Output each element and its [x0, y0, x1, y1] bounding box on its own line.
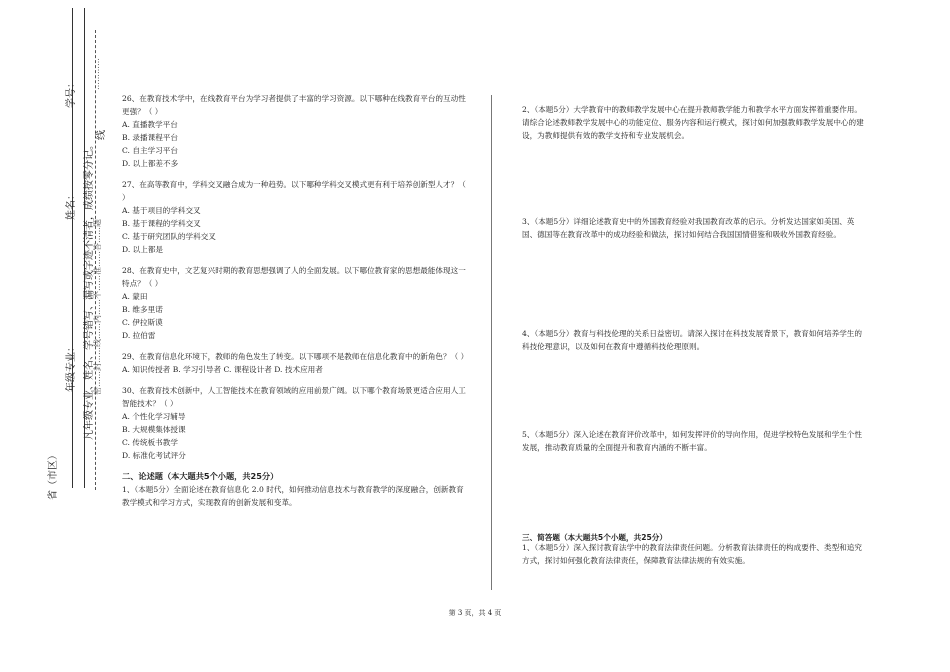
name-label: 姓名：	[66, 190, 77, 220]
option-c: C. 传统板书教学	[122, 438, 178, 447]
option-c: C. 自主学习平台	[122, 146, 178, 155]
option-b: B. 基于课程的学科交叉	[122, 219, 201, 228]
essay-question-2: 2、（本题5分）大学教育中的教师教学发展中心在提升教师教学能力和教学水平方面发挥着重要作用。请综合论述教师教学发展中心的功能定位、服务内容和运行模式，探讨如何加强教师教学发展中心的建设，为教师提供有效的教学支持和专业发展机会。	[522, 105, 864, 140]
option-b: B. 维多里诺	[122, 305, 163, 314]
question-27	[122, 178, 467, 256]
column-divider	[491, 95, 492, 590]
option-a: A. 蒙田	[122, 292, 148, 301]
option-b: B. 录播课程平台	[122, 133, 178, 142]
section-3-title: 三、简答题（本大题共5个小题，共25分）	[522, 533, 667, 542]
option-d: D. 以上都差不多	[122, 159, 179, 168]
seal-line-text: 密……封……线……内……不……准……答……题	[93, 219, 102, 395]
grade-major-label: 年级专业：	[66, 342, 77, 392]
option-d: D. 拉伯雷	[122, 331, 156, 340]
question-stem: 27、在高等教育中，学科交叉融合成为一种趋势。以下哪种学科交叉模式更有利于培养创新型人才？（ ）	[122, 180, 466, 202]
student-id-label: 学号：	[66, 78, 77, 108]
left-column	[122, 92, 467, 509]
option-c: C. 基于研究团队的学科交叉	[122, 232, 216, 241]
question-26	[122, 92, 467, 170]
dash-filler: …………	[92, 58, 101, 90]
question-28	[122, 264, 467, 342]
section-3-question-1: 1、（本题5分）深入探讨教育法学中的教育法律责任问题。分析教育法律责任的构成要件、类型和追究方式，探讨如何强化教育法律责任，保障教育法律法规的有效实施。	[522, 543, 862, 565]
option-c: C. 伊拉斯谟	[122, 318, 163, 327]
option-d: D. 以上都是	[122, 245, 164, 254]
question-30	[122, 384, 467, 462]
section-2-question-1: 1、（本题5分）全面论述在教育信息化 2.0 时代，如何推动信息技术与教育教学的深度融合，创新教育教学模式和学习方式，实现教育的创新发展和变革。	[122, 485, 464, 507]
essay-question-4: 4、（本题5分）教育与科技伦理的关系日益密切。请深入探讨在科技发展背景下，教育如何培养学生的科技伦理意识，以及如何在教育中遵循科技伦理原则。	[522, 329, 862, 351]
essay-question-5: 5、（本题5分）深入论述在教育评价改革中，如何发挥评价的导向作用，促进学校特色发展和学生个性发展，推动教育质量的全面提升和教育内涵的不断丰富。	[522, 430, 862, 452]
option-b: B. 大规模集体授课	[122, 425, 186, 434]
question-stem: 29、在教育信息化环境下，教师的角色发生了转变。以下哪项不是教师在信息化教育中的新角色？（ ）	[122, 352, 469, 361]
essay-question-3: 3、（本题5分）详细论述教育史中的外国教育经验对我国教育改革的启示。分析发达国家如美国、英国、德国等在教育改革中的成功经验和做法，探讨如何结合我国国情借鉴和吸收外国教育经验。	[522, 217, 855, 239]
option-a: A. 直播教学平台	[122, 120, 178, 129]
binding-margin	[0, 0, 110, 672]
instruction-text: 凡年级专业、姓名、学号错写、漏写或字迹不清者，成绩按零分记。	[84, 140, 95, 440]
seal-word: 线	[96, 130, 107, 140]
option-a: A. 基于项目的学科交叉	[122, 206, 201, 215]
option-d: D. 标准化考试评分	[122, 451, 186, 460]
province-label: 省（市区）	[48, 450, 59, 500]
option-row: A. 知识传授者 B. 学习引导者 C. 课程设计者 D. 技术应用者	[122, 365, 323, 374]
question-29	[122, 350, 467, 376]
question-stem: 26、在教育技术学中，在线教育平台为学习者提供了丰富的学习资源。以下哪种在线教育平台的互动性更强？（ ）	[122, 94, 466, 116]
question-stem: 30、在教育技术创新中，人工智能技术在教育领域的应用前景广阔。以下哪个教育场景更适合应用人工智能技术？（ ）	[122, 386, 466, 408]
section-2-title: 二、论述题（本大题共5个小题，共25分）	[122, 471, 279, 481]
question-stem: 28、在教育史中，文艺复兴时期的教育思想强调了人的全面发展。以下哪位教育家的思想最能体现这一特点？（ ）	[122, 266, 466, 288]
option-a: A. 个性化学习辅导	[122, 412, 186, 421]
page-footer: 第 3 页，共 4 页	[448, 609, 502, 617]
